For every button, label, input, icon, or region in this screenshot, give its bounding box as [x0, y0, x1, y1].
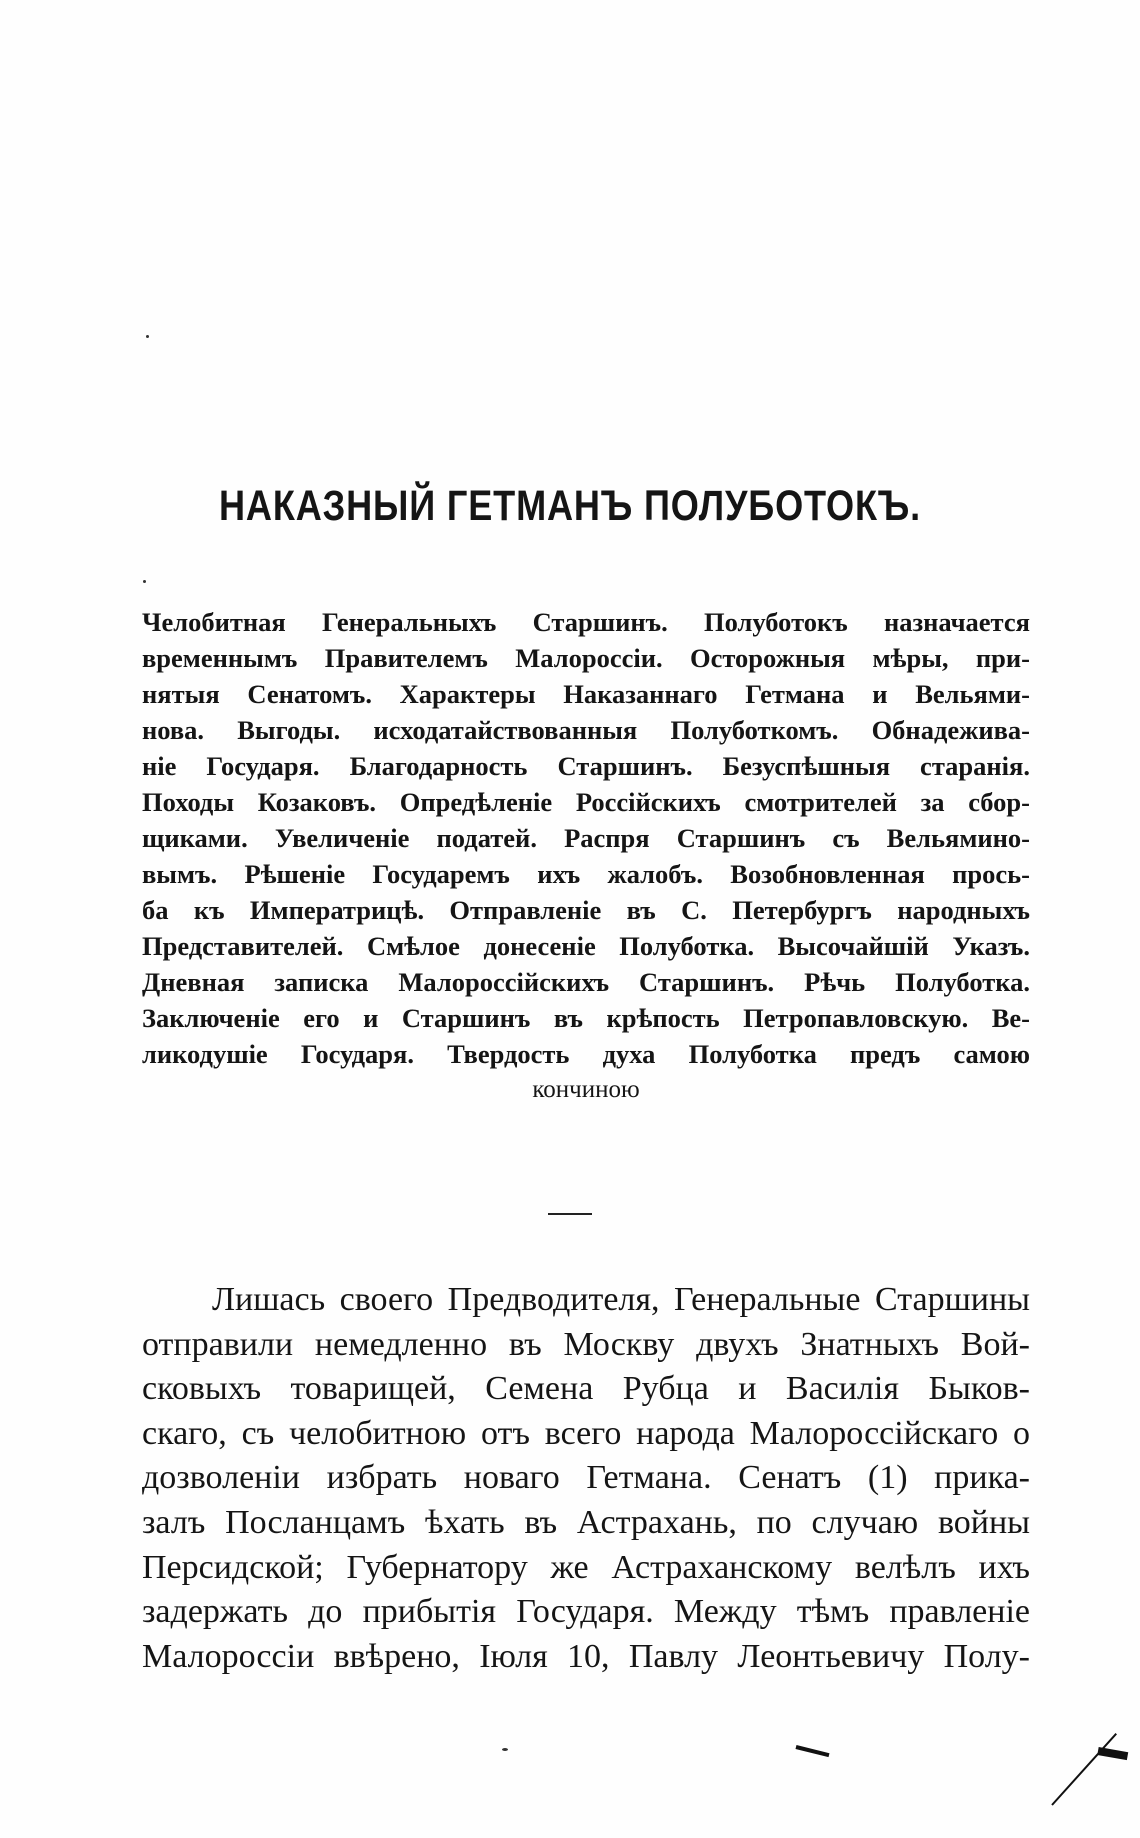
- summary-line: Дневная записка Малороссійскихъ Старшинъ. Рѣчь Полуботка.: [142, 967, 1030, 997]
- body-line: Лишась своего Предводителя, Генеральные Старшины: [212, 1281, 1030, 1318]
- section-divider: [548, 1213, 592, 1215]
- summary-line: нятыя Сенатомъ. Характеры Наказаннаго Гетмана и Вельями-: [142, 679, 1030, 709]
- chapter-summary: [142, 604, 1030, 1108]
- summary-line-final: кончиною: [532, 1076, 640, 1103]
- summary-line: щиками. Увеличеніе податей. Распря Старшинъ съ Вельямино-: [142, 823, 1030, 853]
- summary-line: ликодушіе Государя. Твердость духа Полуботка предъ самою: [142, 1039, 1030, 1069]
- body-line: Малороссіи ввѣрено, Іюля 10, Павлу Леонтьевичу Полу-: [142, 1637, 1030, 1675]
- summary-line: ніе Государя. Благодарность Старшинъ. Безуспѣшныя старанія.: [142, 751, 1030, 781]
- scan-mark: [1051, 1733, 1117, 1806]
- body-line: скаго, съ челобитною отъ всего народа Малороссійскаго о: [142, 1414, 1030, 1452]
- summary-line: временнымъ Правителемъ Малороссіи. Осторожныя мѣры, при-: [142, 643, 1030, 673]
- scan-mark: [796, 1745, 830, 1757]
- summary-line: Заключеніе его и Старшинъ въ крѣпость Петропавловскую. Ве-: [142, 1003, 1030, 1033]
- summary-line: ба къ Императрицѣ. Отправленіе въ С. Петербургъ народныхъ: [142, 895, 1030, 925]
- chapter-title: НАКАЗНЫЙ ГЕТМАНЪ ПОЛУБОТОКЪ.: [218, 482, 922, 530]
- body-line: Персидской; Губернатору же Астраханскому велѣлъ ихъ: [142, 1548, 1030, 1586]
- summary-line: нова. Выгоды. исходатайствованныя Полуботкомъ. Обнадежива-: [142, 715, 1030, 745]
- body-line: отправили немедленно въ Москву двухъ Знатныхъ Вой-: [142, 1325, 1030, 1363]
- scan-speck: [143, 580, 146, 583]
- summary-line: Походы Козаковъ. Опредѣленіе Россійскихъ смотрителей за сбор-: [142, 787, 1030, 817]
- body-line: сковыхъ товарищей, Семена Рубца и Василія Быков-: [142, 1370, 1030, 1408]
- scan-speck: [502, 1748, 508, 1751]
- body-line: дозволеніи избрать новаго Гетмана. Сенатъ (1) прика-: [142, 1459, 1030, 1497]
- summary-line: вымъ. Рѣшеніе Государемъ ихъ жалобъ. Возобновленная прось-: [142, 859, 1030, 889]
- summary-line: Представителей. Смѣлое донесеніе Полуботка. Высочайшій Указъ.: [142, 931, 1030, 961]
- body-line: залъ Посланцамъ ѣхать въ Астрахань, по случаю войны: [142, 1503, 1030, 1541]
- body-line: задержать до прибытія Государя. Между тѣмъ правленіе: [142, 1593, 1030, 1631]
- scan-speck: [146, 335, 149, 338]
- body-paragraph: [142, 1278, 1030, 1679]
- summary-line: Челобитная Генеральныхъ Старшинъ. Полуботокъ назначается: [142, 607, 1030, 637]
